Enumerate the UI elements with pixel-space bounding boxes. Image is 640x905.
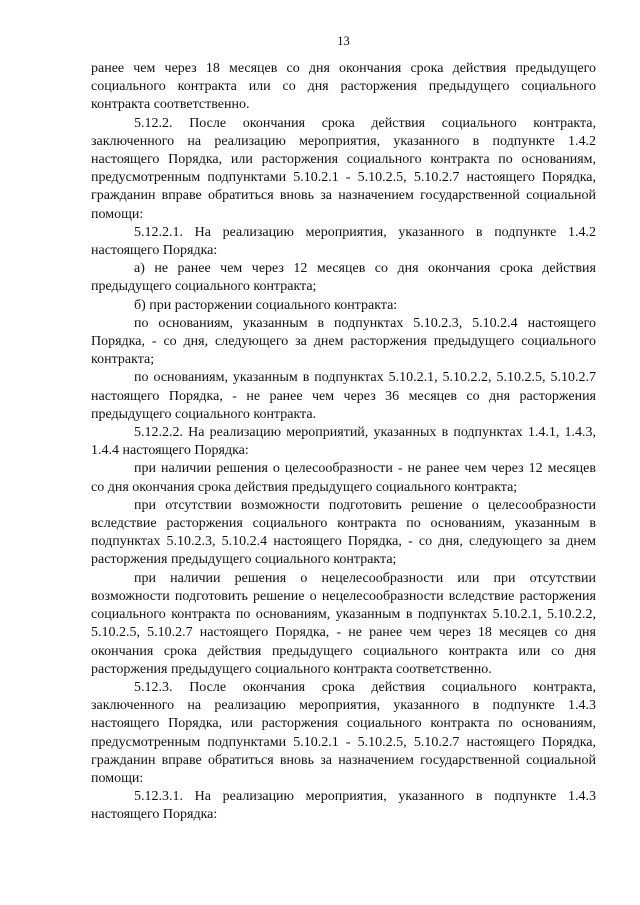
paragraph: а) не ранее чем через 12 месяцев со дня окончания срока действия предыдущего социального контракта;	[91, 261, 596, 295]
paragraph: б) при расторжении социального контракта:	[134, 297, 398, 313]
paragraph: при наличии решения о целесообразности - не ранее чем через 12 месяцев со дня окончания срока действия предыдущего социального контракта;	[91, 461, 596, 495]
paragraph: 5.12.2. После окончания срока действия социального контракта, заключенного на реализацию мероприятия, указанного в подпункте 1.4.2 настоящего Порядка, или расторжения социального контракта по основаниям, предусмотренным подпунктами 5.10.2.1 - 5.10.2.5, 5.10.2.7 настоящего Порядка, гражданин вправе обратиться вновь за назначением государственной социальной помощи:	[91, 115, 596, 222]
paragraph: 5.12.2.1. На реализацию мероприятия, указанного в подпункте 1.4.2 настоящего Порядка:	[91, 224, 596, 259]
paragraph: 5.12.3. После окончания срока действия социального контракта, заключенного на реализацию мероприятия, указанного в подпункте 1.4.3 настоящего Порядка, или расторжения социального контракта по основаниям, предусмотренным подпунктами 5.10.2.1 - 5.10.2.5, 5.10.2.7 настоящего Порядка, гражданин вправе обратиться вновь за назначением государственной социальной помощи:	[91, 679, 596, 786]
paragraph: 5.12.2.2. На реализацию мероприятий, указанных в подпунктах 1.4.1, 1.4.3, 1.4.4 настоящего Порядка:	[91, 425, 596, 459]
paragraph: 5.12.3.1. На реализацию мероприятия, указанного в подпункте 1.4.3 настоящего Порядка:	[91, 789, 596, 823]
paragraph: по основаниям, указанным в подпунктах 5.10.2.1, 5.10.2.2, 5.10.2.5, 5.10.2.7 настоящего Порядка, - не ранее чем через 36 месяцев со дня расторжения предыдущего социального контракта.	[91, 370, 596, 422]
paragraph: при отсутствии возможности подготовить решение о целесообразности вследствие расторжения социального контракта по основаниям, указанным в подпунктах 5.10.2.3, 5.10.2.4 настоящего Порядка, - со дня, следующего за днем расторжения предыдущего социального контракта;	[91, 497, 596, 568]
page-number: 13	[337, 34, 350, 48]
paragraph: ранее чем через 18 месяцев со дня окончания срока действия предыдущего социального контракта или со дня расторжения предыдущего социального контракта соответственно.	[91, 61, 596, 113]
paragraph: по основаниям, указанным в подпунктах 5.10.2.3, 5.10.2.4 настоящего Порядка, - со дня, следующего за днем расторжения предыдущего социального контракта;	[91, 315, 596, 368]
paragraph: при наличии решения о нецелесообразности или при отсутствии возможности подготовить решение о нецелесообразности вследствие расторжения социального контракта по основаниям, указанным в подпунктах 5.10.2.1, 5.10.2.2, 5.10.2.5, 5.10.2.7 настоящего Порядка, - не ранее чем через 18 месяцев со дня окончания срока действия предыдущего социального контракта или со дня расторжения предыдущего социального контракта соответственно.	[91, 570, 596, 677]
document-body	[91, 60, 596, 825]
